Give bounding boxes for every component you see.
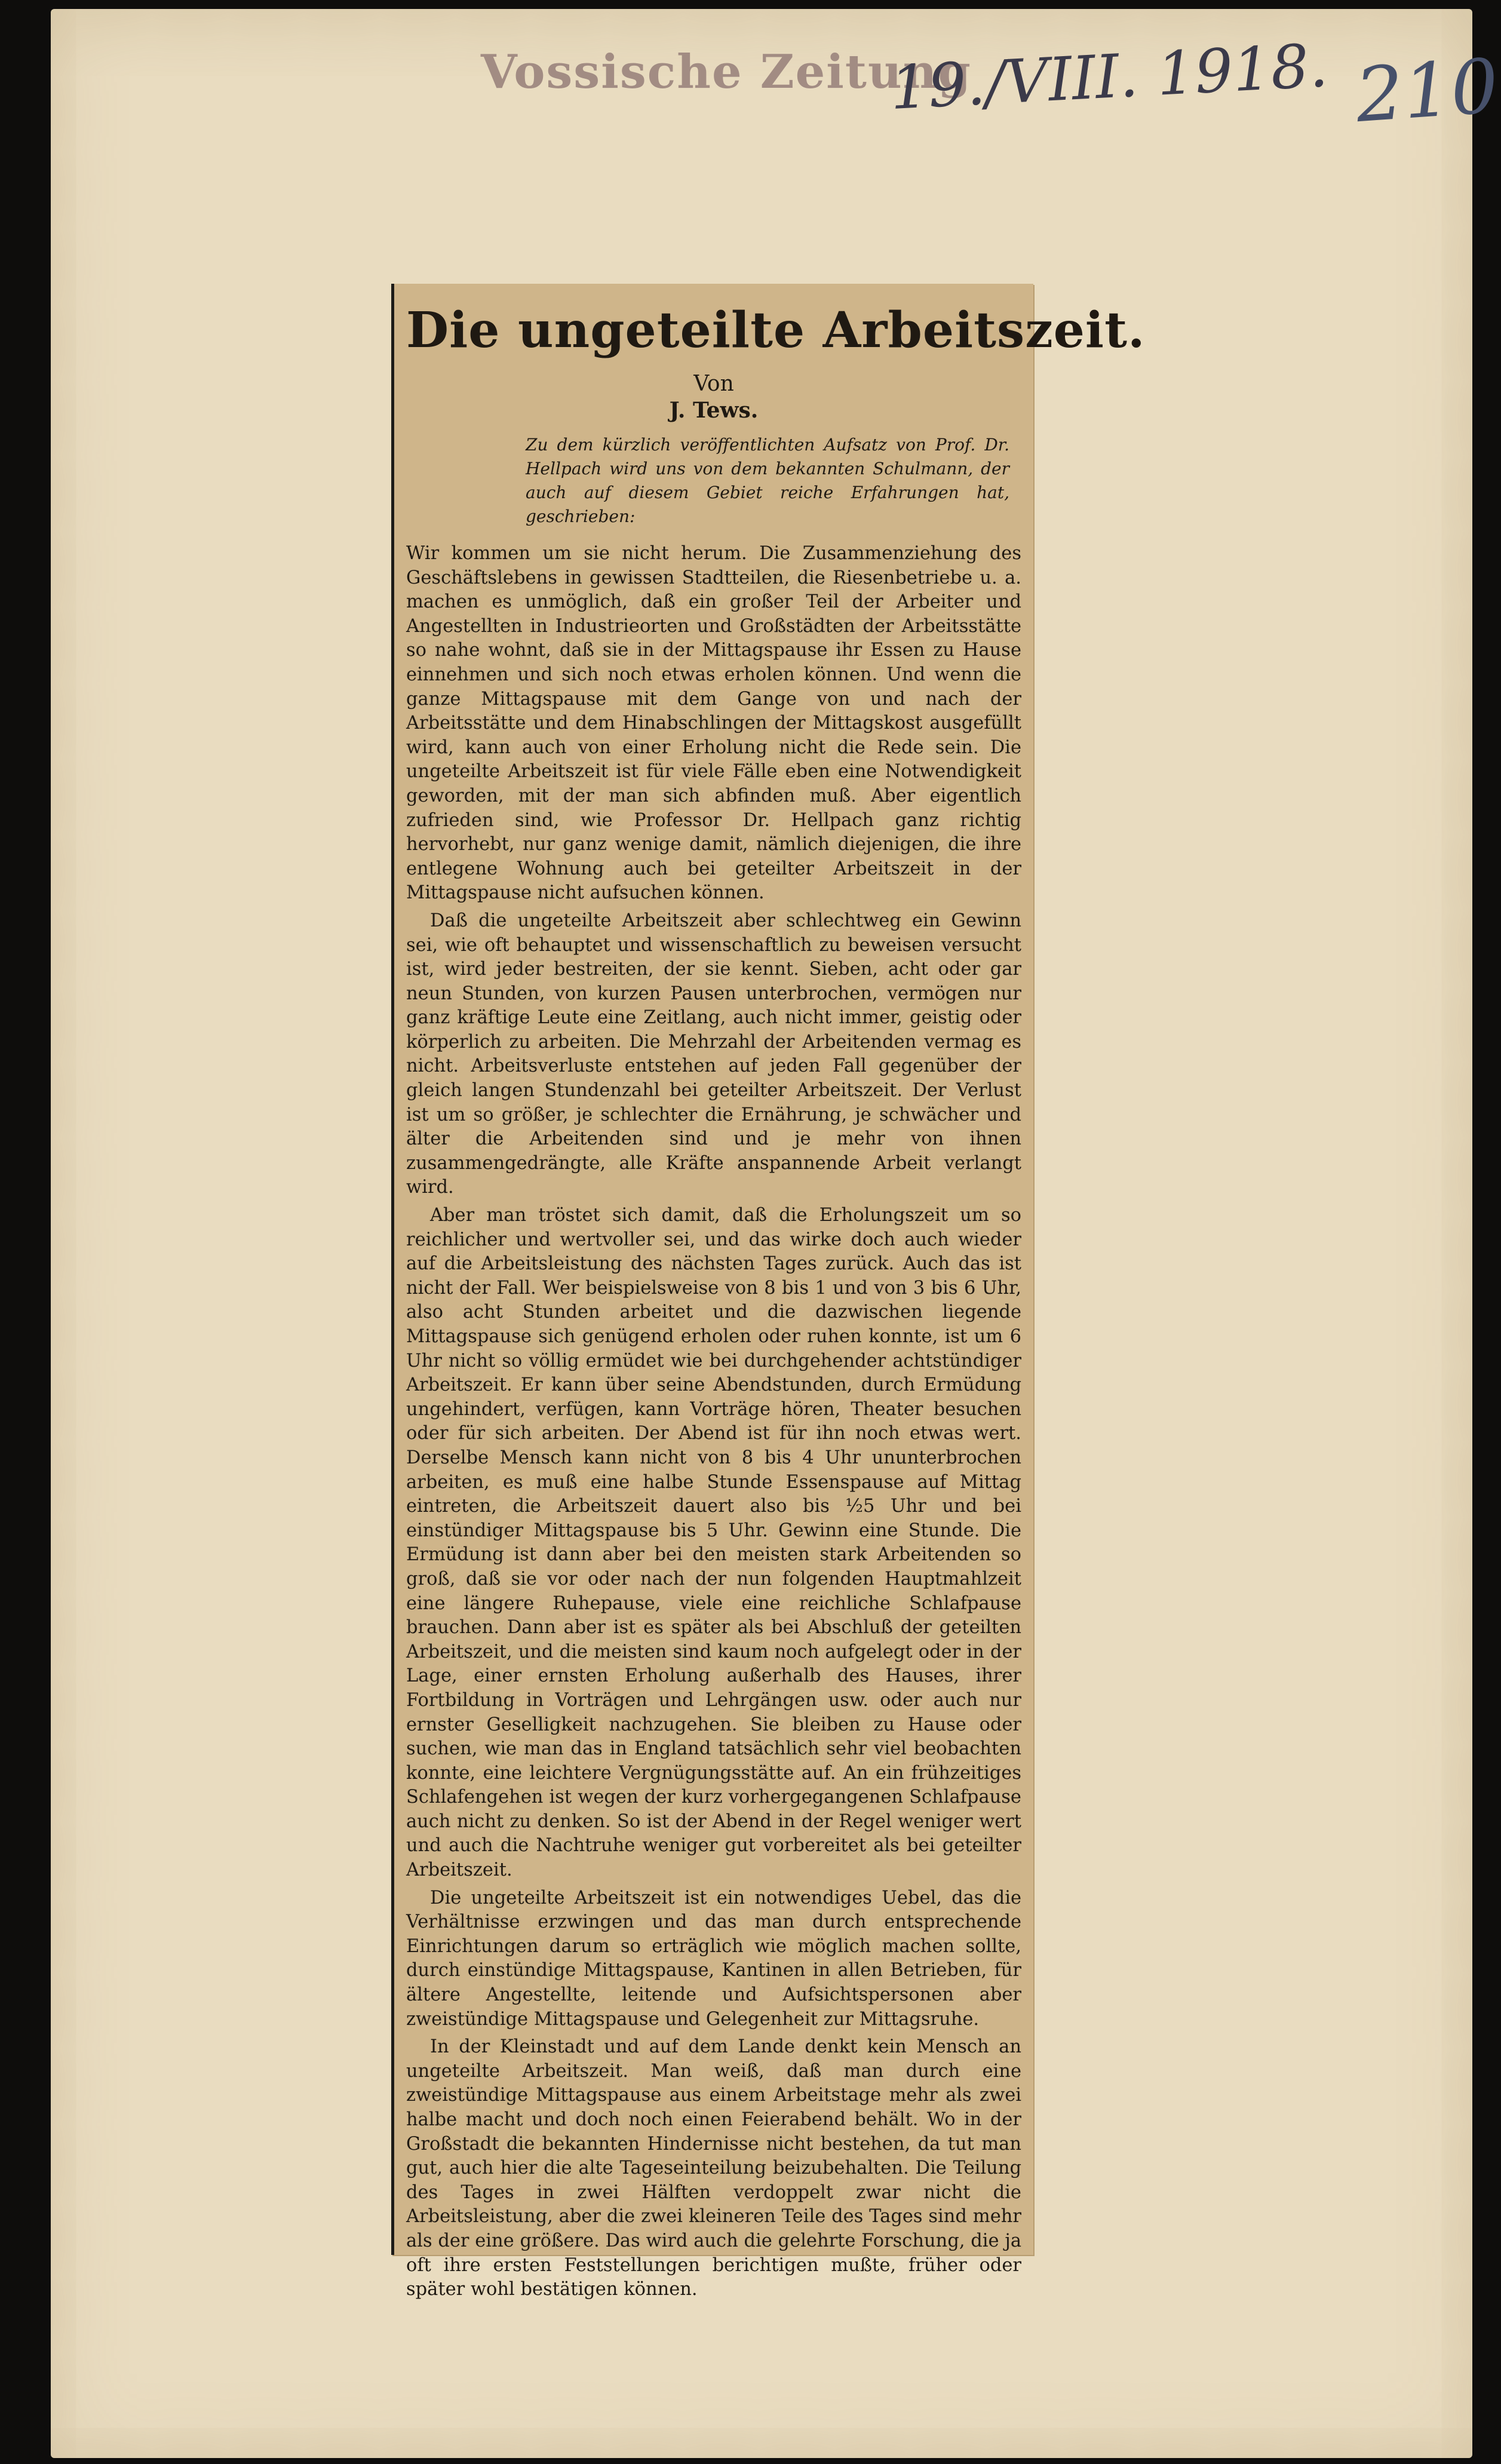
article-paragraph: Aber man tröstet sich damit, daß die Erholungszeit um so reichlicher und wertvoller sei, und das wirke doch auch wieder auf die Arbeitsleistung des nächsten Tages zurück. Auch das ist nicht der Fall. Wer beispielsweise von 8 bis 1 und von 3 bis 6 Uhr, also acht Stunden arbeitet und die dazwischen liegende Mittagspause sich genügend erholen oder ruhen konnte, ist um 6 Uhr nicht so völlig ermüdet wie bei durchgehender achtstündiger Arbeitszeit. Er kann über seine Abendstunden, durch Ermüdung ungehindert, verfügen, kann Vorträge hören, Theater besuchen oder für sich arbeiten. Der Abend ist für ihn noch etwas wert. Derselbe Mensch kann nicht von 8 bis 4 Uhr ununterbrochen arbeiten, es muß eine halbe Stunde Essenspause auf Mittag eintreten, die Arbeitszeit dauert also bis ½5 Uhr und bei einstündiger Mittagspause bis 5 Uhr. Gewinn eine Stunde. Die Ermüdung ist dann aber bei den meisten stark Arbeitenden so groß, daß sie vor oder nach der nun folgenden Hauptmahlzeit eine längere Ruhepause, viele eine reichliche Schlafpause brauchen. Dann aber ist es später als bei Abschluß der geteilten Arbeitszeit, und die meisten sind kaum noch aufgelegt oder in der Lage, einer ernsten Erholung außerhalb des Hauses, ihrer Fortbildung in Vorträgen und Lehrgängen usw. oder auch nur ernster Geselligkeit nachzugehen. Sie bleiben zu Hause oder suchen, wie man das in England tatsächlich sehr viel beobachten konnte, eine leichtere Vergnügungsstätte auf. An ein frühzeitiges Schlafengehen ist wegen der kurz vorhergegangenen Schlafpause auch nicht zu denken. So ist der Abend in der Regel weniger wert und auch die Nachtruhe weniger gut vorbereitet als bei geteilter Arbeitszeit. <box>406 1205 1021 1881</box>
handwritten-date: 19./VIII. 1918. <box>888 30 1330 124</box>
article-paragraph: In der Kleinstadt und auf dem Lande denkt kein Mensch an ungeteilte Arbeitszeit. Man weiß, daß man durch eine zweistündige Mittagspause aus einem Arbeitstage mehr als zwei halbe macht und doch noch einen Feierabend behält. Wo in der Großstadt die bekannten Hindernisse nicht bestehen, da tut man gut, auch hier die alte Tageseinteilung beizubehalten. Die Teilung des Tages in zwei Hälften verdoppelt zwar nicht die Arbeitsleistung, aber die zwei kleineren Teile des Tages sind mehr als der eine größere. Das wird auch die gelehrte Forschung, die ja oft ihre ersten Feststellungen berichtigen mußte, früher oder später wohl bestätigen können. <box>406 2036 1021 2300</box>
newspaper-clipping <box>391 284 1146 2300</box>
byline-von: Von <box>693 372 734 396</box>
article-paragraph: Die ungeteilte Arbeitszeit ist ein notwendiges Uebel, das die Verhältnisse erzwingen und das man durch entsprechende Einrichtungen darum so erträglich wie möglich machen sollte, durch einstündige Mittagspause, Kantinen in allen Betrieben, für ältere Angestellte, leitende und Aufsichtspersonen aber zweistündige Mittagspause und Gelegenheit zur Mittagsruhe. <box>406 1887 1021 2030</box>
article-headline: Die ungeteilte Arbeitszeit. <box>406 302 1146 359</box>
article-paragraph: Wir kommen um sie nicht herum. Die Zusammenziehung des Geschäftslebens in gewissen Stadtteilen, die Riesenbetriebe u. a. machen es unmöglich, daß ein großer Teil der Arbeiter und Angestellten in Industrieorten und Großstädten der Arbeitsstätte so nahe wohnt, daß sie in der Mittagspause ihr Essen zu Hause einnehmen und sich noch etwas erholen können. Und wenn die ganze Mittagspause mit dem Gange von und nach der Arbeitsstätte und dem Hinabschlingen der Mittagskost ausgefüllt wird, kann auch von einer Erholung nicht die Rede sein. Die ungeteilte Arbeitszeit ist für viele Fälle eben eine Notwendigkeit geworden, mit der man sich abfinden muß. Aber eigentlich zufrieden sind, wie Professor Dr. Hellpach ganz richtig hervorhebt, nur ganz wenige damit, nämlich diejenigen, die ihre entlegene Wohnung auch bei geteilter Arbeitszeit in der Mittagspause nicht aufsuchen können. <box>406 543 1021 904</box>
handwritten-page-number: 210 <box>1353 42 1501 140</box>
article <box>406 296 1146 2300</box>
byline-author: J. Tews. <box>669 398 759 423</box>
article-intro: Zu dem kürzlich veröffentlichten Aufsatz von Prof. Dr. Hellpach wird uns von dem bekannten Schulmann, der auch auf diesem Gebiet reiche Erfahrungen hat, geschrieben: <box>526 435 1009 526</box>
newspaper-stamp: Vossische Zeitung <box>481 45 972 99</box>
article-paragraph: Daß die ungeteilte Arbeitszeit aber schlechtweg ein Gewinn sei, wie oft behauptet und wissenschaftlich zu beweisen versucht ist, wird jeder bestreiten, der sie kennt. Sieben, acht oder gar neun Stunden, von kurzen Pausen unterbrochen, vermögen nur ganz kräftige Leute eine Zeitlang, auch nicht immer, geistig oder körperlich zu arbeiten. Die Mehrzahl der Arbeitenden vermag es nicht. Arbeitsverluste entstehen auf jeden Fall gegenüber der gleich langen Stundenzahl bei geteilter Arbeitszeit. Der Verlust ist um so größer, je schlechter die Ernährung, je schwächer und älter die Arbeitenden sind und je mehr von ihnen zusammengedrängte, alle Kräfte anspannende Arbeit verlangt wird. <box>406 910 1021 1198</box>
